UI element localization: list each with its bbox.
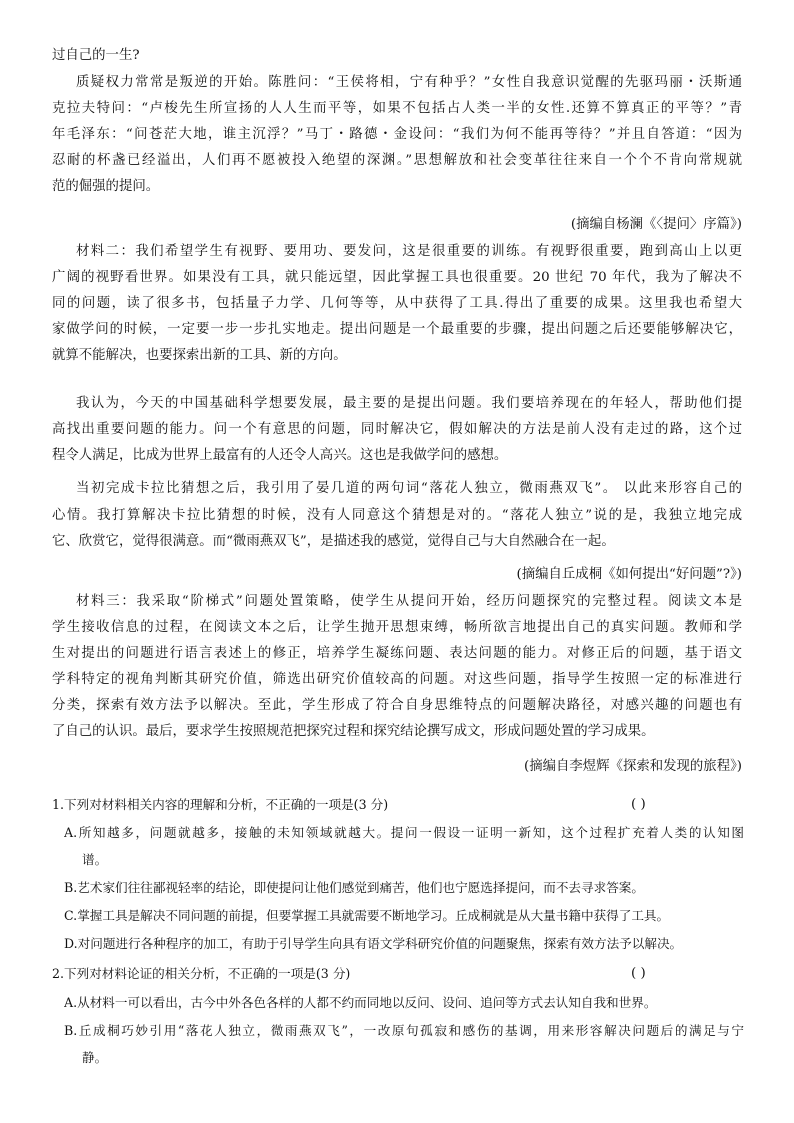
question-1-option-a-cont: 谱。 xyxy=(82,852,108,867)
passage-line: 忍耐的杯盏已经溢出，人们再不愿被投入绝望的深渊。”思想解放和社会变革往往来自一个个不肯向常规就 xyxy=(52,153,742,168)
passage-line: 就算不能解决，也要探索出新的工具、新的方向。 xyxy=(52,348,347,363)
question-1-answer-blank[interactable]: ( ) xyxy=(631,797,646,812)
source-citation: (摘编自丘成桐《如何提出“好问题”?》) xyxy=(516,567,742,582)
passage-line: 同的问题，读了很多书，包括量子力学、几何等等，从中获得了工具.得出了重要的成果。这里我也希望大 xyxy=(52,296,742,311)
passage-line: 材料三：我采取“阶梯式”问题处置策略，使学生从提问开始，经历问题探究的完整过程。阅读文本是 xyxy=(76,594,742,609)
question-2-option-b-cont: 静。 xyxy=(82,1050,108,1065)
passage-line: 心情。我打算解决卡拉比猜想的时候，没有人同意这个猜想是对的。“落花人独立”说的是，我独立地完成 xyxy=(52,508,742,523)
question-1-option-a: A.所知越多，问题就越多，接触的未知领域就越大。提问一假设一证明一新知，这个过程扩充着人类的认知图 xyxy=(64,825,744,840)
passage-line: 它、欣赏它，觉得很满意。而“微雨燕双飞”，是描述我的感觉，觉得自己与大自然融合在一起。 xyxy=(52,534,615,549)
passage-line: 范的倔强的提问。 xyxy=(52,179,160,194)
question-1-option-b: B.艺术家们往往鄙视轻率的结论，即使提问让他们感觉到痛苦，他们也宁愿选择提问，而不去寻求答案。 xyxy=(64,880,644,895)
passage-line: 材料二：我们希望学生有视野、要用功、要发问，这是很重要的训练。有视野很重要，跑到高山上以更 xyxy=(76,244,742,259)
passage-line: 年毛泽东：“问苍茫大地，谁主沉浮？”马丁・路德・金设问：“我们为何不能再等待？”并且自答道：“因为 xyxy=(52,127,742,142)
passage-line: 生对提出的问题进行语言表述上的修正，培养学生凝练问题、表达问题的能力。对修正后的问题，基于语文 xyxy=(52,646,742,661)
source-citation: (摘编自李煜辉《探索和发现的旅程》) xyxy=(524,759,742,774)
question-1-stem: 1.下列对材料相关内容的理解和分析，不正确的一项是(3 分) xyxy=(52,797,389,812)
question-2-answer-blank[interactable]: ( ) xyxy=(631,966,646,981)
passage-line: 程令人满足，比成为世界上最富有的人还令人高兴。这也是我做学问的感想。 xyxy=(52,448,508,463)
question-1-option-d: D.对问题进行各种程序的加工，有助于引导学生向具有语文学科研究价值的问题聚焦，探索有效方法予以解决。 xyxy=(64,936,683,951)
question-2-option-b: B.丘成桐巧妙引用“落花人独立，微雨燕双飞”，一改原句孤寂和感伤的基调，用来形容解决问题后的满足与宁 xyxy=(64,1023,744,1038)
passage-line: 分类，探索有效方法予以解决。至此，学生形成了符合自身思维特点的问题解决路径，对感兴趣的问题也有 xyxy=(52,698,742,713)
passage-line: 克拉夫特问：“卢梭先生所宣扬的人人生而平等，如果不包括占人类一半的女性.还算不算真正的平等？”青 xyxy=(52,101,742,116)
passage-line: 质疑权力常常是叛逆的开始。陈胜问：“王侯将相，宁有种乎？”女性自我意识觉醒的先驱玛丽・沃斯通 xyxy=(76,75,742,90)
passage-line: 当初完成卡拉比猜想之后，我引用了晏几道的两句词“落花人独立，微雨燕双飞”。 以此来形容自己的 xyxy=(76,481,742,496)
passage-line: 家做学问的时候，一定要一步一步扎实地走。提出问题是一个最重要的步骤，提出问题之后还要能够解决它， xyxy=(52,322,742,337)
question-2-option-a: A.从材料一可以看出，古今中外各色各样的人都不约而同地以反问、设问、追问等方式去认知自我和世界。 xyxy=(64,995,657,1010)
passage-line: 广阔的视野看世界。如果没有工具，就只能远望，因此掌握工具也很重要。20 世纪 70 年代，我为了解决不 xyxy=(52,270,742,285)
passage-line: 高找出重要问题的能力。问一个有意思的问题，同时解决它，假如解决的方法是前人没有走过的路，这个过 xyxy=(52,422,742,437)
question-1-option-c: C.掌握工具是解决不同问题的前提，但要掌握工具就需要不断地学习。丘成桐就是从大量书籍中获得了工具。 xyxy=(64,908,670,923)
passage-line: 学生接收信息的过程，在阅读文本之后，让学生抛开思想束缚，畅所欲言地提出自己的真实问题。教师和学 xyxy=(52,620,742,635)
question-2-stem: 2.下列对材料论证的相关分析，不正确的一项是(3 分) xyxy=(52,966,351,981)
passage-line: 我认为，今天的中国基础科学想要发展，最主要的是提出问题。我们要培养现在的年轻人，帮助他们提 xyxy=(76,396,742,411)
passage-line: 了自己的认识。最后，要求学生按照规范把探究过程和探究结论撰写成文，形成问题处置的学习成果。 xyxy=(52,724,655,739)
passage-line: 学科特定的视角判断其研究价值，筛选出研究价值较高的问题。对这些问题，指导学生按照一定的标准进行 xyxy=(52,672,742,687)
passage-line: 过自己的一生? xyxy=(52,48,140,63)
source-citation: (摘编自杨澜《〈提问〉序篇》) xyxy=(570,217,742,232)
